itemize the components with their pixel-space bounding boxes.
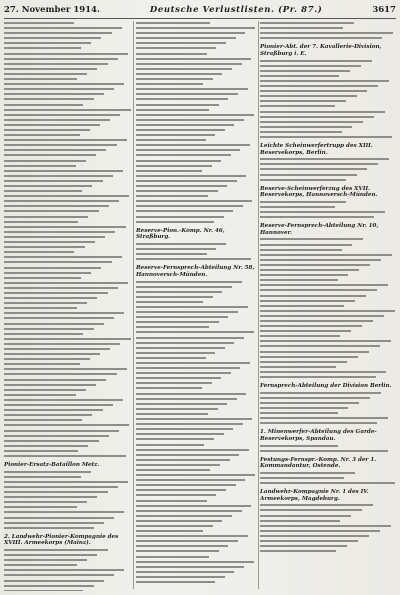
- list-entry: [260, 215, 396, 220]
- list-entry: [4, 316, 132, 321]
- list-entry: [136, 57, 256, 62]
- section-heading: 2. Landwehr-Pionier-Kompagnie des XVIII. Armeekorps (Mainz).: [4, 533, 119, 547]
- list-entry: [4, 573, 132, 578]
- section-heading: Festungs-Fernspr.-Komp. Nr. 3 der 1. Kommandantur, Ostende.: [260, 456, 377, 470]
- list-entry: [136, 280, 256, 285]
- column-2: [136, 21, 256, 591]
- list-entry: [4, 52, 132, 57]
- list-entry: [260, 449, 396, 454]
- section-heading: Pionier-Abt. der 7. Kavallerie-Division, Straßburg i. E.: [260, 44, 382, 57]
- list-entry: [260, 549, 396, 554]
- list-entry: [136, 330, 256, 335]
- list-entry: [4, 454, 132, 459]
- list-entry: [136, 580, 256, 585]
- list-entry: [136, 504, 256, 509]
- column-divider: [258, 21, 259, 589]
- column-divider: [133, 21, 134, 589]
- section-heading: Leichte Scheinwerfertrupp des XIII. Reservekorps, Berlin.: [260, 143, 373, 156]
- header-title: Deutsche Verlustlisten. (Pr. 87.): [149, 5, 323, 15]
- list-entry: [136, 336, 256, 341]
- header-rule: [4, 18, 396, 19]
- list-entry: [136, 560, 256, 565]
- list-entry: [4, 429, 132, 434]
- header-page-number: 3617: [372, 5, 396, 15]
- list-entry: [136, 392, 256, 397]
- list-entry: [4, 526, 132, 531]
- list-entry: [260, 110, 396, 115]
- list-entry: [136, 257, 256, 262]
- section-heading: Reserve-Pion.-Komp. Nr. 46, Straßburg.: [136, 227, 225, 241]
- list-entry: [260, 178, 396, 183]
- list-entry: [4, 372, 132, 377]
- section-heading: Pionier-Ersatz-Bataillon Metz.: [4, 462, 100, 469]
- section-heading: Reserve-Scheinwerferzug des XVII. Reservekorps, Hannoversch-Münden.: [260, 185, 378, 199]
- list-entry: [260, 135, 396, 140]
- list-entry: [4, 589, 132, 591]
- list-entry: [4, 423, 132, 428]
- section-heading: Reserve-Fernsprech-Abteilung Nr. 58, Hannoversch-Münden.: [136, 265, 255, 278]
- list-entry: [136, 220, 256, 225]
- list-entry: [260, 36, 396, 41]
- page-header: [4, 3, 396, 17]
- section-heading: Landwehr-Kompagnie Nr. 1 des IV. Armeekorps, Magdeburg.: [260, 489, 369, 502]
- column-1: [4, 21, 132, 591]
- list-entry: [260, 481, 396, 486]
- list-entry: [136, 448, 256, 453]
- section-heading: Reserve-Fernsprech-Abteilung Nr. 10, Hannover.: [260, 223, 379, 236]
- section-heading: Fernsprech-Abteilung der Division Berlin.: [260, 383, 392, 390]
- list-entry: [260, 375, 396, 380]
- header-date: 27. November 1914.: [4, 5, 100, 15]
- list-entry: [4, 510, 132, 515]
- list-entry: [4, 516, 132, 521]
- section-heading: 1. Minenwerfer-Abteilung des Garde-Reservekorps, Spandau.: [260, 429, 377, 442]
- column-3: [260, 21, 396, 591]
- list-entry: [260, 288, 396, 293]
- list-entry: [260, 421, 396, 426]
- list-entry: [4, 57, 132, 62]
- list-entry: [4, 108, 132, 113]
- list-entry: [260, 344, 396, 349]
